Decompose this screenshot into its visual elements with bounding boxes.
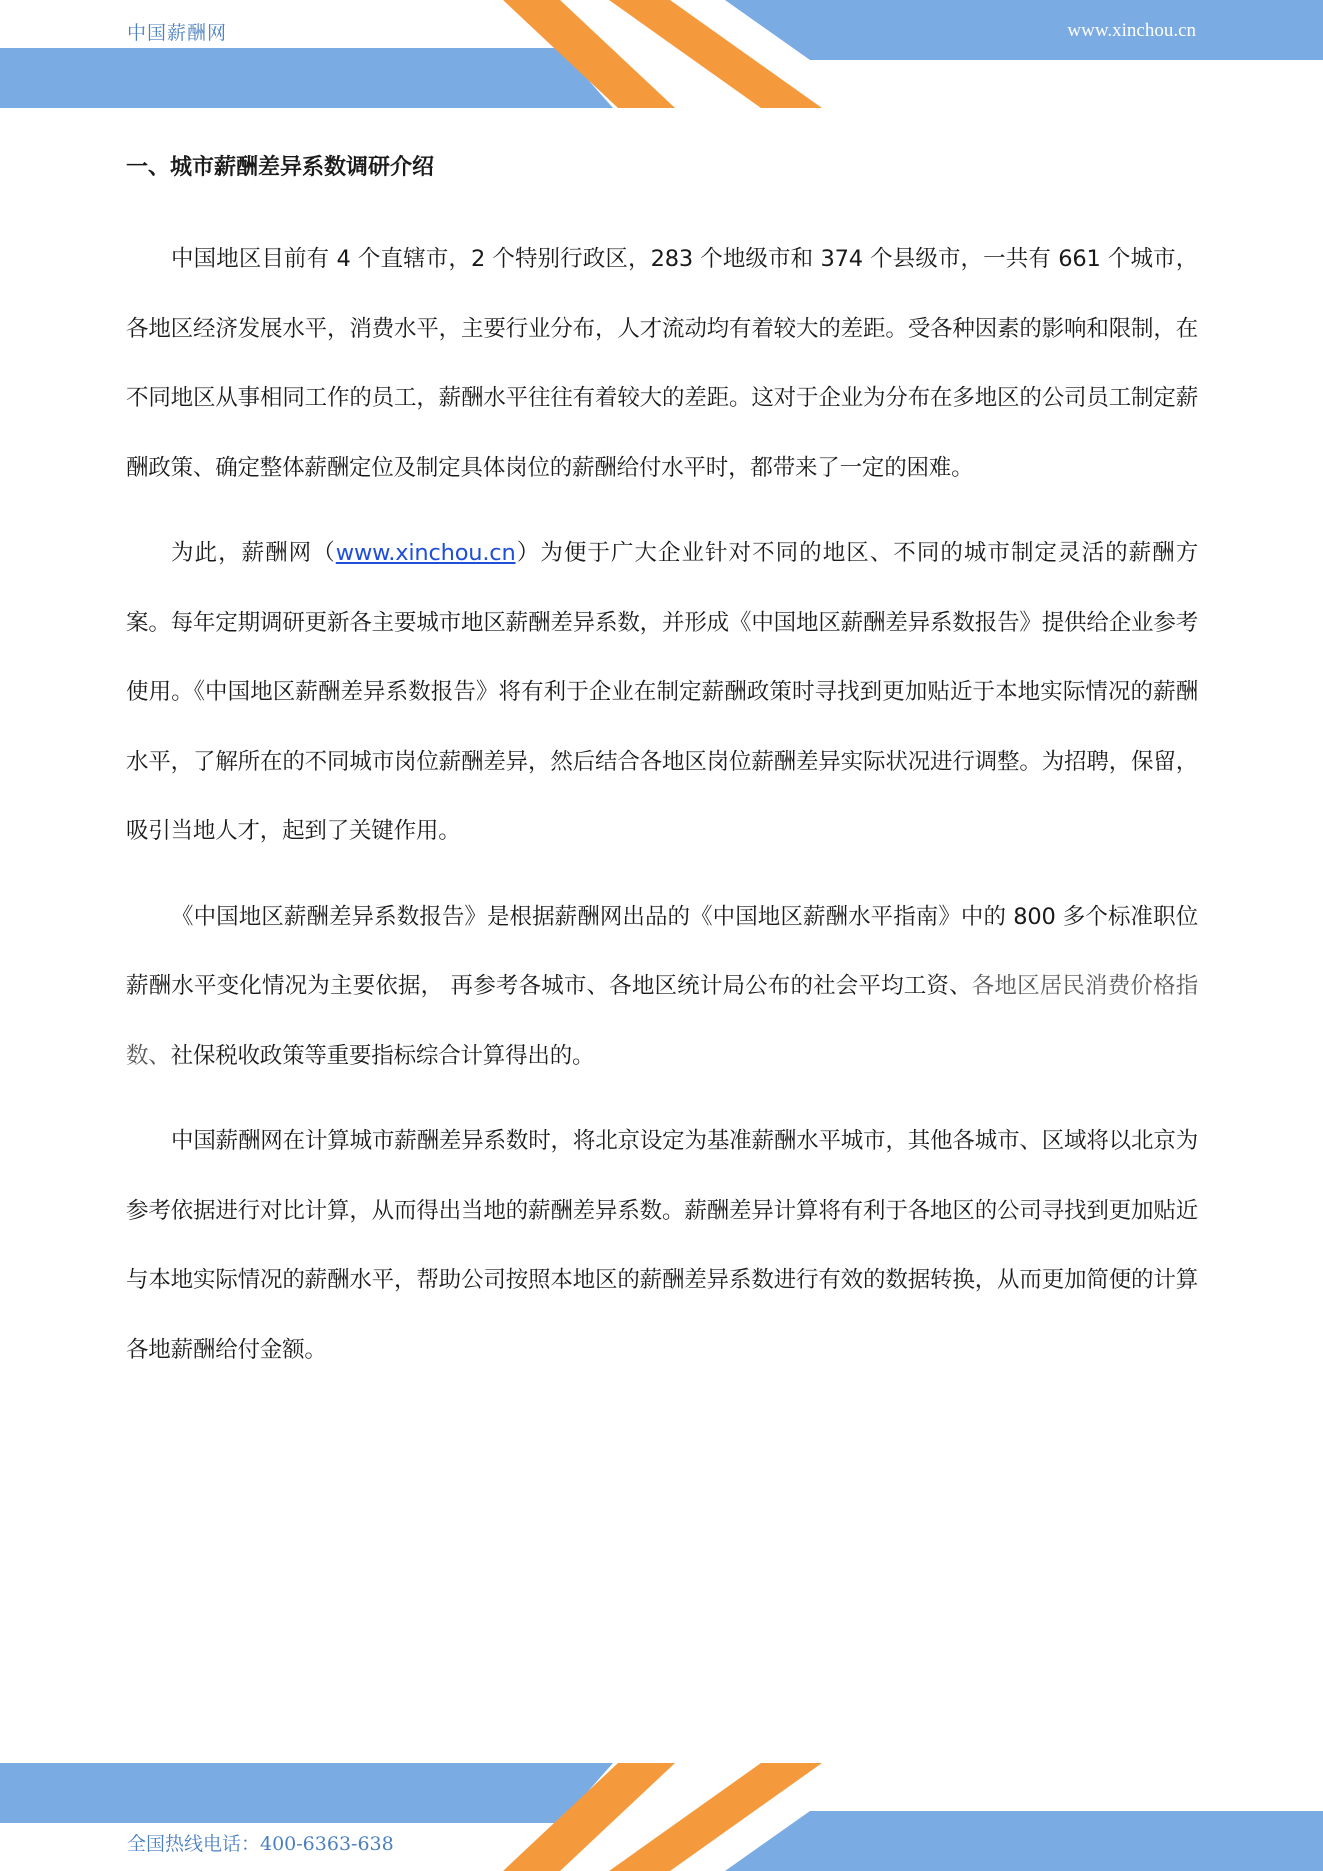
xinchou-link[interactable]: www.xinchou.cn	[335, 540, 516, 566]
paragraph-1: 中国地区目前有 4 个直辖市，2 个特别行政区，283 个地级市和 374 个县级市，一共有 661 个城市，各地区经济发展水平，消费水平，主要行业分布，人才流动均有着较大的差距。受各种因素的影响和限制，在不同地区从事相同工作的员工，薪酬水平往往有着较大的差距。这对于企业为分布在多地区的公司员工制定薪酬政策、确定整体薪酬定位及制定具体岗位的薪酬给付水平时，都带来了一定的困难。	[126, 246, 1198, 481]
section-heading: 一、城市薪酬差异系数调研介绍	[126, 155, 435, 180]
document-body	[126, 140, 1198, 1401]
bottom-banner-blue-right	[725, 1811, 1323, 1871]
paragraph-2-lead: 为此，薪酬网（	[171, 540, 336, 566]
paragraph-3	[126, 883, 1198, 1092]
bottom-banner-blue-left	[0, 1763, 613, 1823]
top-banner-blue-left	[0, 48, 613, 108]
paragraph-2-body: ）为便于广大企业针对不同的地区、不同的城市制定灵活的薪酬方案。每年定期调研更新各主要城市地区薪酬差异系数，并形成《中国地区薪酬差异系数报告》提供给企业参考使用。《中国地区薪酬差异系数报告》将有利于企业在制定薪酬政策时寻找到更加贴近于本地实际情况的薪酬水平，了解所在的不同城市岗位薪酬差异，然后结合各地区岗位薪酬差异实际状况进行调整。为招聘，保留，吸引当地人才，起到了关键作用。	[126, 540, 1199, 844]
paragraph-2	[126, 519, 1198, 867]
paragraph-4: 中国薪酬网在计算城市薪酬差异系数时，将北京设定为基准薪酬水平城市，其他各城市、区域将以北京为参考依据进行对比计算，从而得出当地的薪酬差异系数。薪酬差异计算将有利于各地区的公司寻找到更加贴近与本地实际情况的薪酬水平，帮助公司按照本地区的薪酬差异系数进行有效的数据转换，从而更加简便的计算各地薪酬给付金额。	[126, 1128, 1198, 1363]
top-banner-blue-right	[725, 0, 1323, 60]
paragraph-3-cpi: 各地区居民消费价格指数、	[126, 973, 1198, 1069]
paragraph-3-main: 《中国地区薪酬差异系数报告》是根据薪酬网出品的《中国地区薪酬水平指南》中的 800 多个标准职位薪酬水平变化情况为主要依据， 再参考各城市、各地区统计局公布的社会平均工资、	[126, 903, 1198, 999]
top-banner-decoration	[0, 0, 1323, 108]
site-url[interactable]: www.xinchou.cn	[1067, 20, 1196, 41]
brand-name: 中国薪酬网	[127, 22, 228, 44]
paragraph-3-tail: 社保税收政策等重要指标综合计算得出的。	[170, 1042, 595, 1069]
hotline-text: 全国热线电话：400-6363-638	[127, 1833, 394, 1855]
